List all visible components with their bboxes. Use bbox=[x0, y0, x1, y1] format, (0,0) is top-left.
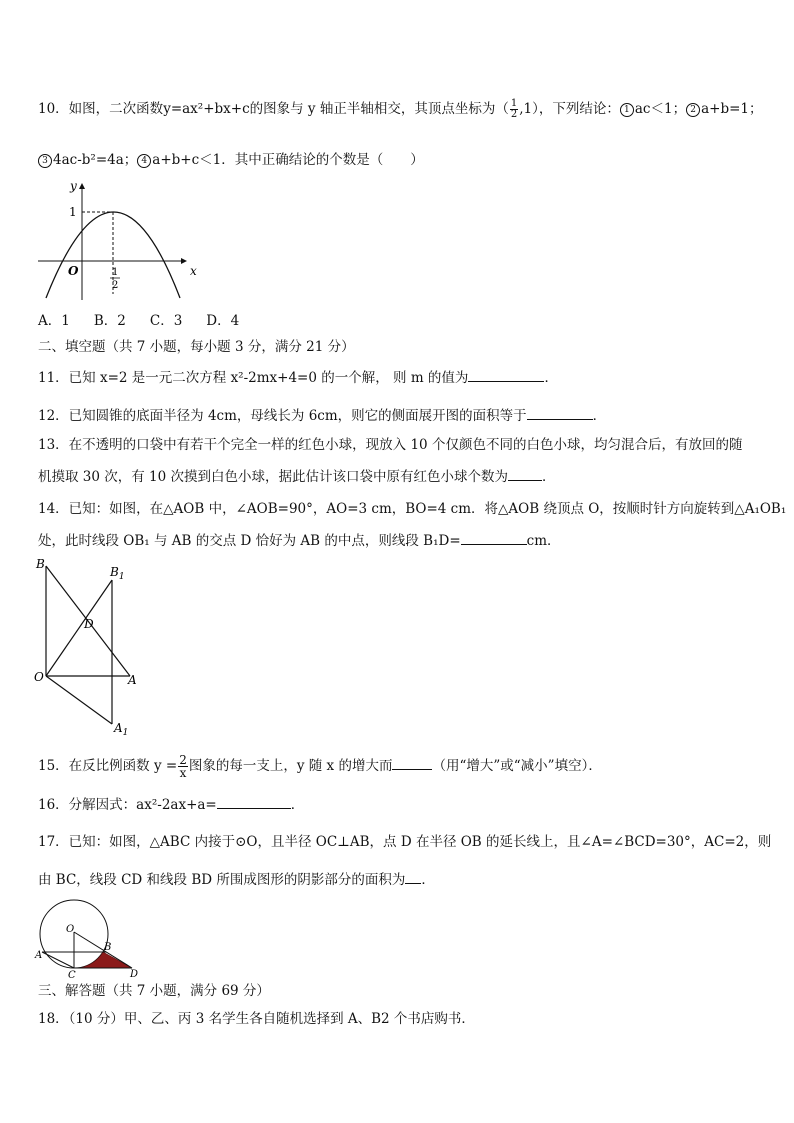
q10-circle-4: 4 bbox=[137, 154, 151, 168]
q14-label-A: A bbox=[128, 673, 137, 687]
q15-end: （用“增大”或“减小”填空）． bbox=[432, 758, 602, 774]
q14-line1: 14．已知：如图，在△AOB 中，∠AOB=90°，AO=3 cm，BO=4 cm．将△AOB 绕顶点 O，按顺时针方向旋转到△A₁OB₁ bbox=[38, 501, 787, 517]
q13-text: 机摸取 30 次，有 10 次摸到白色小球，据此估计该口袋中原有红色小球个数为 bbox=[38, 469, 509, 485]
q11-text: 11．已知 x=2 是一元二次方程 x²-2mx+4=0 的一个解， 则 m 的值为 bbox=[38, 370, 469, 386]
q17-label-O: O bbox=[66, 924, 75, 935]
q11-end: ． bbox=[544, 370, 558, 386]
q14-end: cm． bbox=[526, 533, 561, 549]
q10-option-c: C．3 bbox=[149, 313, 183, 329]
q10-vertex-x-fraction: $\frac{1}{2}$ bbox=[510, 98, 518, 120]
q12 bbox=[38, 406, 606, 425]
q15-text-2: 图象的每一支上，y 随 x 的增大而 bbox=[188, 758, 393, 774]
q14-answer-blank bbox=[461, 531, 527, 545]
q13-answer-blank bbox=[508, 467, 542, 481]
q13-line1: 13．在不透明的口袋中有若干个完全一样的红色小球，现放入 10 个仅颜色不同的白色小球，均匀混合后，有放回的随 bbox=[38, 437, 743, 453]
q15-fraction: $\frac{2}{x}$ bbox=[179, 753, 187, 780]
q10-conclusion-2: a+b=1； bbox=[701, 101, 763, 117]
q10-origin-label: O bbox=[68, 264, 79, 278]
q17-circle-figure bbox=[34, 898, 144, 980]
q17-line2 bbox=[38, 870, 435, 889]
q17-text: 由 BC，线段 CD 和线段 BD 所围成图形的阴影部分的面积为 bbox=[38, 872, 406, 888]
q17-label-D: D bbox=[130, 969, 139, 980]
q10-prefix: 10．如图，二次函数 bbox=[38, 101, 164, 117]
q10-circle-3: 3 bbox=[38, 154, 52, 168]
q11-answer-blank bbox=[468, 368, 544, 382]
q10-option-b: B．2 bbox=[93, 313, 126, 329]
q10-conclusion-1: ac＜1； bbox=[634, 101, 687, 117]
q16-end: ． bbox=[290, 797, 305, 813]
q15-text: 15．在反比例函数 y = bbox=[38, 758, 178, 774]
q10-circle-2: 2 bbox=[686, 103, 700, 117]
q10-line1 bbox=[38, 99, 762, 120]
q13-end: ． bbox=[542, 469, 556, 485]
q10-half-denominator: 2 bbox=[112, 280, 119, 291]
q14-line2 bbox=[38, 531, 561, 550]
q12-text: 12．已知圆锥的底面半径为 4cm，母线长为 6cm，则它的侧面展开图的面积等于 bbox=[38, 408, 527, 424]
q10-options bbox=[38, 312, 239, 330]
q17-label-A: A bbox=[35, 950, 43, 961]
q10-circle-1: 1 bbox=[620, 103, 634, 117]
q16-text: 16．分解因式：ax²-2ax+a= bbox=[38, 797, 217, 813]
q13-line2 bbox=[38, 467, 556, 486]
q17-segment-AC bbox=[42, 952, 74, 968]
q15 bbox=[38, 754, 602, 779]
q14-label-A1: $A_1$ bbox=[114, 721, 129, 736]
section-3-heading: 三、解答题（共 7 小题，满分 69 分） bbox=[38, 983, 270, 999]
q10-parabola-figure bbox=[36, 176, 206, 302]
q14-label-D: D bbox=[84, 617, 94, 631]
q10-conclusion-4: a+b+c＜1．其中正确结论的个数是（ ） bbox=[152, 152, 424, 168]
q12-end: ． bbox=[592, 408, 607, 424]
q14-segment-OB1 bbox=[46, 580, 112, 676]
q12-answer-blank bbox=[527, 406, 593, 420]
q10-half-numerator: 1 bbox=[112, 267, 119, 278]
q17-label-C: C bbox=[68, 970, 76, 980]
q14-text: 处，此时线段 OB₁ 与 AB 的交点 D 恰好为 AB 的中点，则线段 B₁D= bbox=[38, 533, 461, 549]
q17-line1: 17．已知：如图，△ABC 内接于⊙O，且半径 OC⊥AB，点 D 在半径 OB 的延长线上，且∠A=∠BCD=30°，AC=2，则 bbox=[38, 834, 772, 850]
q11 bbox=[38, 368, 558, 387]
q17-end: ． bbox=[421, 872, 435, 888]
q10-mid: 的图象与 y 轴正半轴相交，其顶点坐标为（ bbox=[249, 101, 509, 117]
q10-line2 bbox=[38, 151, 424, 169]
q18: 18．（10 分）甲、乙、丙 3 名学生各自随机选择到 A、B2 个书店购书． bbox=[38, 1011, 475, 1027]
q10-function: y=ax²+bx+c bbox=[163, 101, 250, 117]
q16 bbox=[38, 795, 304, 814]
q10-conclusion-3: 4ac-b²=4a； bbox=[53, 152, 138, 168]
section-2-heading: 二、填空题（共 7 小题，每小题 3 分，满分 21 分） bbox=[38, 339, 355, 355]
q17-answer-blank bbox=[405, 870, 421, 884]
q10-y-label: y bbox=[70, 179, 77, 193]
q14-segment-OA1 bbox=[46, 676, 112, 724]
q10-option-d: D．4 bbox=[206, 313, 240, 329]
q17-label-B: B bbox=[104, 942, 112, 953]
q14-label-O: O bbox=[34, 670, 44, 684]
q15-answer-blank bbox=[392, 756, 432, 770]
q10-vertex-y: ,1），下列结论： bbox=[519, 101, 620, 117]
q16-answer-blank bbox=[217, 795, 291, 809]
q10-top-value-label: 1 bbox=[69, 205, 77, 219]
q14-label-B1: $B_1$ bbox=[110, 565, 125, 582]
q10-x-label: x bbox=[190, 264, 197, 278]
q14-label-B: B bbox=[36, 557, 45, 571]
q10-option-a: A．1 bbox=[38, 313, 70, 329]
q14-rotation-figure bbox=[34, 556, 144, 736]
q17-shaded-region bbox=[80, 952, 132, 968]
